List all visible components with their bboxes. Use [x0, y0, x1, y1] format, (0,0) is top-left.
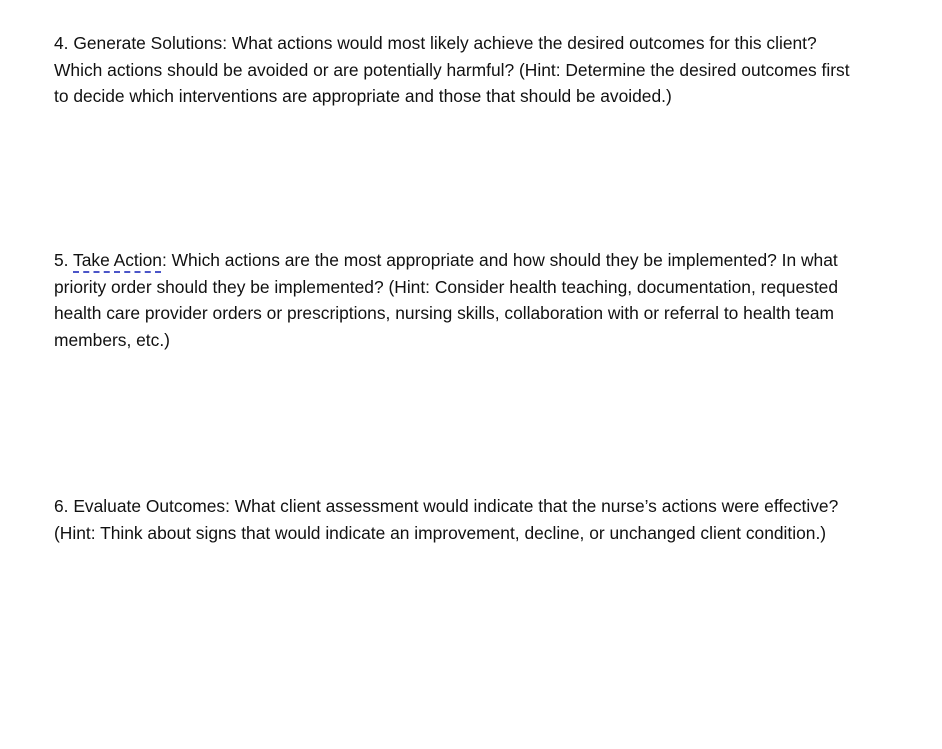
- question-5-number: 5.: [54, 250, 74, 270]
- question-6-line-1: 6. Evaluate Outcomes: What client assessment would indicate that the nurse’s actions were effective?: [54, 496, 839, 516]
- question-4-line-1: 4. Generate Solutions: What actions would most likely achieve the desired outcomes for this client?: [54, 33, 817, 53]
- question-5-line-2: priority order should they be implemented? (Hint: Consider health teaching, documentation, requested: [54, 276, 838, 297]
- take-action-spellcheck-term[interactable]: Take Action: [73, 250, 162, 270]
- question-5-take-action: [54, 247, 919, 353]
- question-5-line-4: members, etc.): [54, 329, 170, 350]
- question-4-generate-solutions: [54, 30, 919, 110]
- question-4-line-3: to decide which interventions are appropriate and those that should be avoided.): [54, 86, 672, 106]
- question-6-evaluate-outcomes: [54, 493, 919, 546]
- question-4-line-2: Which actions should be avoided or are potentially harmful? (Hint: Determine the desired outcomes first: [54, 59, 850, 80]
- question-5-line-1: [54, 247, 919, 274]
- question-6-line-2: (Hint: Think about signs that would indicate an improvement, decline, or unchanged client condition.): [54, 522, 827, 543]
- question-5-line-1-rest: : Which actions are the most appropriate and how should they be implemented? In what: [161, 250, 838, 270]
- question-5-line-3: health care provider orders or prescriptions, nursing skills, collaboration with or referral to health team: [54, 303, 835, 323]
